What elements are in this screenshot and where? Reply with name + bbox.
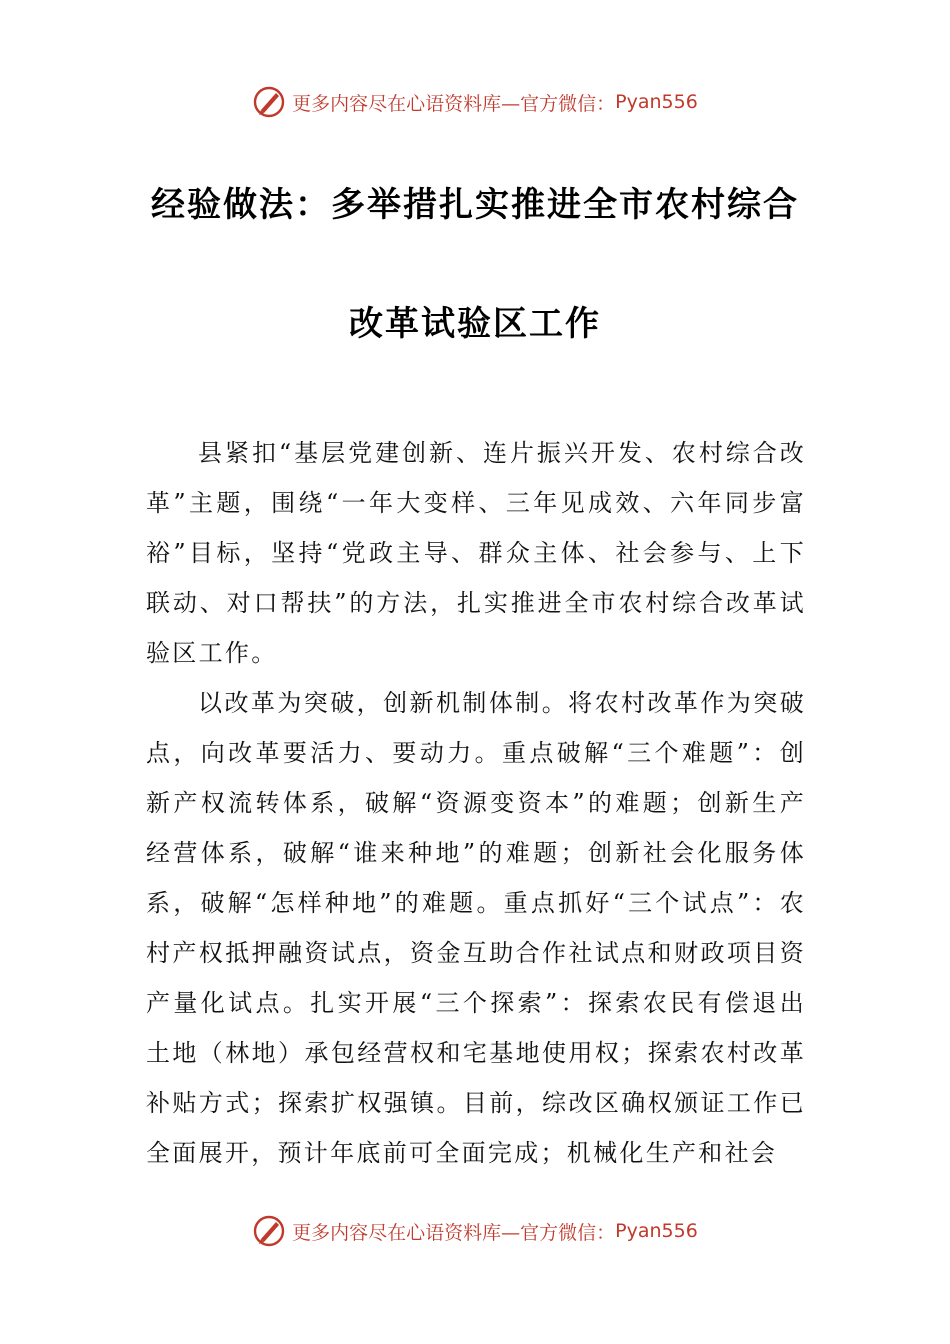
watermark-wechat-id: Pyan556 bbox=[615, 91, 698, 113]
watermark-text: 更多内容尽在心语资料库—官方微信： bbox=[292, 1221, 616, 1244]
document-body bbox=[146, 428, 806, 1178]
paragraph-1: 县紧扣“基层党建创新、连片振兴开发、农村综合改革”主题，围绕“一年大变样、三年见成效、六年同步富裕”目标，坚持“党政主导、群众主体、社会参与、上下联动、对口帮扶”的方法，扎实推进全市农村综合改革试验区工作。 bbox=[146, 439, 806, 667]
pen-logo-icon bbox=[252, 85, 286, 119]
watermark-footer bbox=[0, 1211, 950, 1251]
watermark-header bbox=[0, 82, 950, 122]
watermark-wechat-id: Pyan556 bbox=[615, 1220, 698, 1242]
document-title-line2: 改革试验区工作 bbox=[349, 304, 601, 344]
watermark-text: 更多内容尽在心语资料库—官方微信： bbox=[292, 92, 616, 115]
document-title-line1: 经验做法：多举措扎实推进全市农村综合 bbox=[151, 185, 799, 225]
paragraph-2: 以改革为突破，创新机制体制。将农村改革作为突破点，向改革要活力、要动力。重点破解“三个难题”：创新产权流转体系，破解“资源变资本”的难题；创新生产经营体系，破解“谁来种地”的难题；创新社会化服务体系，破解“怎样种地”的难题。重点抓好“三个试点”：农村产权抵押融资试点，资金互助合作社试点和财政项目资产量化试点。扎实开展“三个探索”：探索农民有偿退出土地（林地）承包经营权和宅基地使用权；探索农村改革补贴方式；探索扩权强镇。目前，综改区确权颁证工作已全面展开，预计年底前可全面完成；机械化生产和社会 bbox=[146, 689, 806, 1167]
pen-logo-icon bbox=[252, 1214, 286, 1248]
